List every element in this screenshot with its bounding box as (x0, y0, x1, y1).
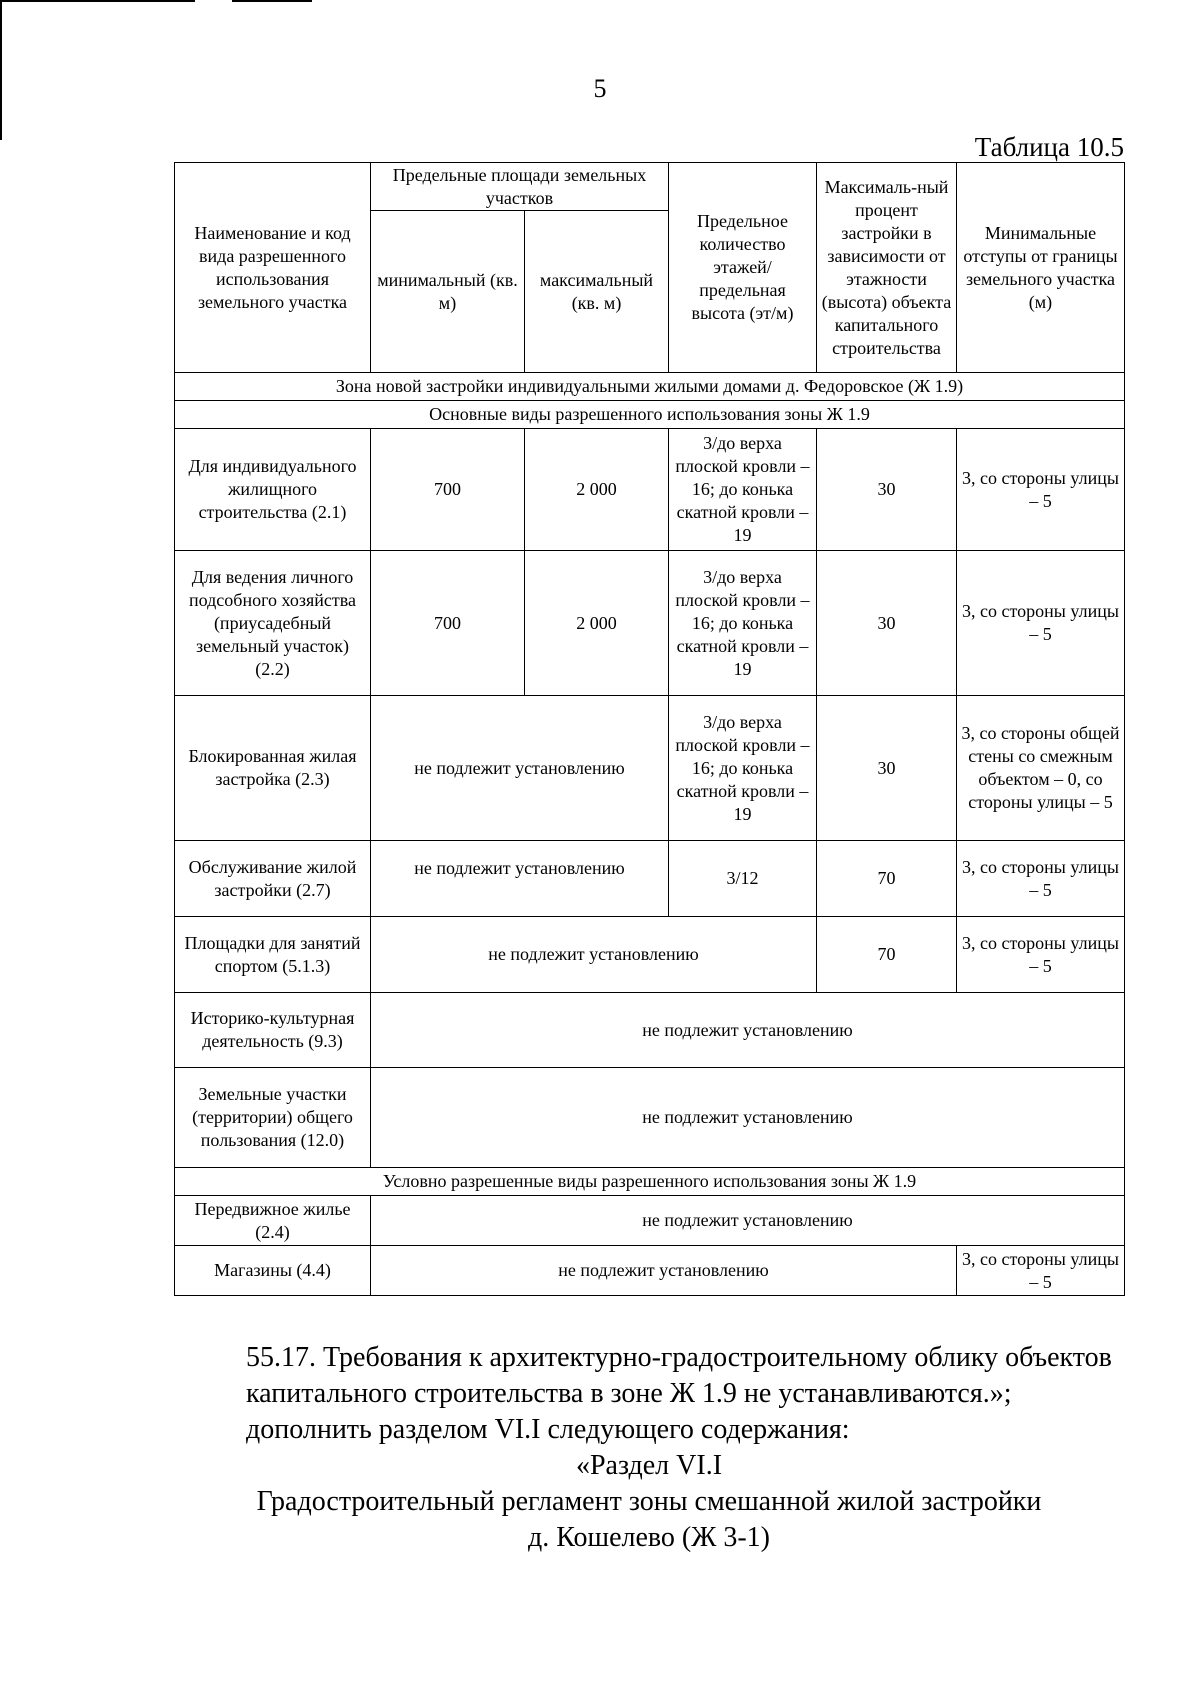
area-max: 2 000 (525, 429, 669, 551)
zone-title-row (175, 373, 1125, 401)
values-not-set: не подлежит установлению (371, 993, 1125, 1068)
floors-limit: 3/12 (669, 841, 817, 917)
header-setback: Минимальные отступы от границы земельного участка (м) (957, 163, 1125, 373)
header-area-min: минимальный (кв. м) (371, 211, 525, 373)
table-row (175, 696, 1125, 841)
table-row (175, 1068, 1125, 1168)
header-row (175, 163, 1125, 211)
header-area-group: Предельные площади земельных участков (371, 163, 669, 211)
page-number: 5 (593, 74, 607, 103)
use-name: Для индивидуального жилищного строительства (2.1) (175, 429, 371, 551)
table-row (175, 429, 1125, 551)
setback: 3, со стороны улицы – 5 (957, 917, 1125, 993)
header-name: Наименование и код вида разрешенного использования земельного участка (175, 163, 371, 373)
section-title: «Раздел VI.I (575, 1450, 723, 1481)
conditional-uses-title-row (175, 1168, 1125, 1196)
setback: 3, со стороны улицы – 5 (957, 841, 1125, 917)
coverage-percent: 30 (817, 696, 957, 841)
use-name: Магазины (4.4) (175, 1246, 371, 1296)
setback: 3, со стороны улицы – 5 (957, 429, 1125, 551)
table-row (175, 551, 1125, 696)
area-not-set: не подлежит установлению (371, 696, 669, 841)
use-name: Площадки для занятий спортом (5.1.3) (175, 917, 371, 993)
table-row (175, 1246, 1125, 1296)
values-not-set: не подлежит установлению (371, 917, 817, 993)
setback: 3, со стороны общей стены со смежным объектом – 0, со стороны улицы – 5 (957, 696, 1125, 841)
scan-edge-top-left (0, 0, 195, 2)
conditional-uses-title: Условно разрешенные виды разрешенного использования зоны Ж 1.9 (175, 1168, 1125, 1196)
scan-edge-left (0, 0, 2, 140)
values-not-set: не подлежит установлению (371, 1246, 957, 1296)
floors-limit: 3/до верха плоской кровли – 16; до конька скатной кровли – 19 (669, 696, 817, 841)
section-subtitle-locality: д. Кошелево (Ж 3-1) (527, 1522, 770, 1553)
setback: 3, со стороны улицы – 5 (957, 551, 1125, 696)
body-text (174, 1340, 1124, 1556)
use-name: Передвижное жилье (2.4) (175, 1196, 371, 1246)
area-min: 700 (371, 429, 525, 551)
paragraph-requirements: 55.17. Требования к архитектурно-градостроительному облику объектов капитального строительства в зоне Ж 1.9 не устанавливаются.»; (246, 1342, 1112, 1409)
area-min: 700 (371, 551, 525, 696)
table-row (175, 917, 1125, 993)
main-uses-title-row (175, 401, 1125, 429)
use-name: Обслуживание жилой застройки (2.7) (175, 841, 371, 917)
setback: 3, со стороны улицы – 5 (957, 1246, 1125, 1296)
header-floors: Предельное количество этажей/ предельная высота (эт/м) (669, 163, 817, 373)
floors-limit: 3/до верха плоской кровли – 16; до конька скатной кровли – 19 (669, 429, 817, 551)
regulation-table (174, 162, 1125, 1296)
use-name: Для ведения личного подсобного хозяйства (приусадебный земельный участок) (2.2) (175, 551, 371, 696)
table-caption: Таблица 10.5 (974, 132, 1124, 162)
zone-title: Зона новой застройки индивидуальными жилыми домами д. Федоровское (Ж 1.9) (175, 373, 1125, 401)
use-name: Земельные участки (территории) общего пользования (12.0) (175, 1068, 371, 1168)
table-row (175, 993, 1125, 1068)
table-row (175, 841, 1125, 917)
area-not-set: не подлежит установлению (371, 841, 669, 917)
coverage-percent: 70 (817, 841, 957, 917)
use-name: Историко-культурная деятельность (9.3) (175, 993, 371, 1068)
coverage-percent: 30 (817, 551, 957, 696)
paragraph-addition: дополнить разделом VI.I следующего содержания: (246, 1414, 850, 1445)
values-not-set: не подлежит установлению (371, 1068, 1125, 1168)
main-uses-title: Основные виды разрешенного использования зоны Ж 1.9 (175, 401, 1125, 429)
use-name: Блокированная жилая застройка (2.3) (175, 696, 371, 841)
scan-edge-top-mid (232, 0, 312, 2)
section-subtitle: Градостроительный регламент зоны смешанной жилой застройки (256, 1486, 1042, 1517)
header-coverage: Максималь-ный процент застройки в зависимости от этажности (высота) объекта капитального строительства (817, 163, 957, 373)
header-area-max: максимальный (кв. м) (525, 211, 669, 373)
values-not-set: не подлежит установлению (371, 1196, 1125, 1246)
floors-limit: 3/до верха плоской кровли – 16; до конька скатной кровли – 19 (669, 551, 817, 696)
area-max: 2 000 (525, 551, 669, 696)
coverage-percent: 30 (817, 429, 957, 551)
coverage-percent: 70 (817, 917, 957, 993)
table-row (175, 1196, 1125, 1246)
